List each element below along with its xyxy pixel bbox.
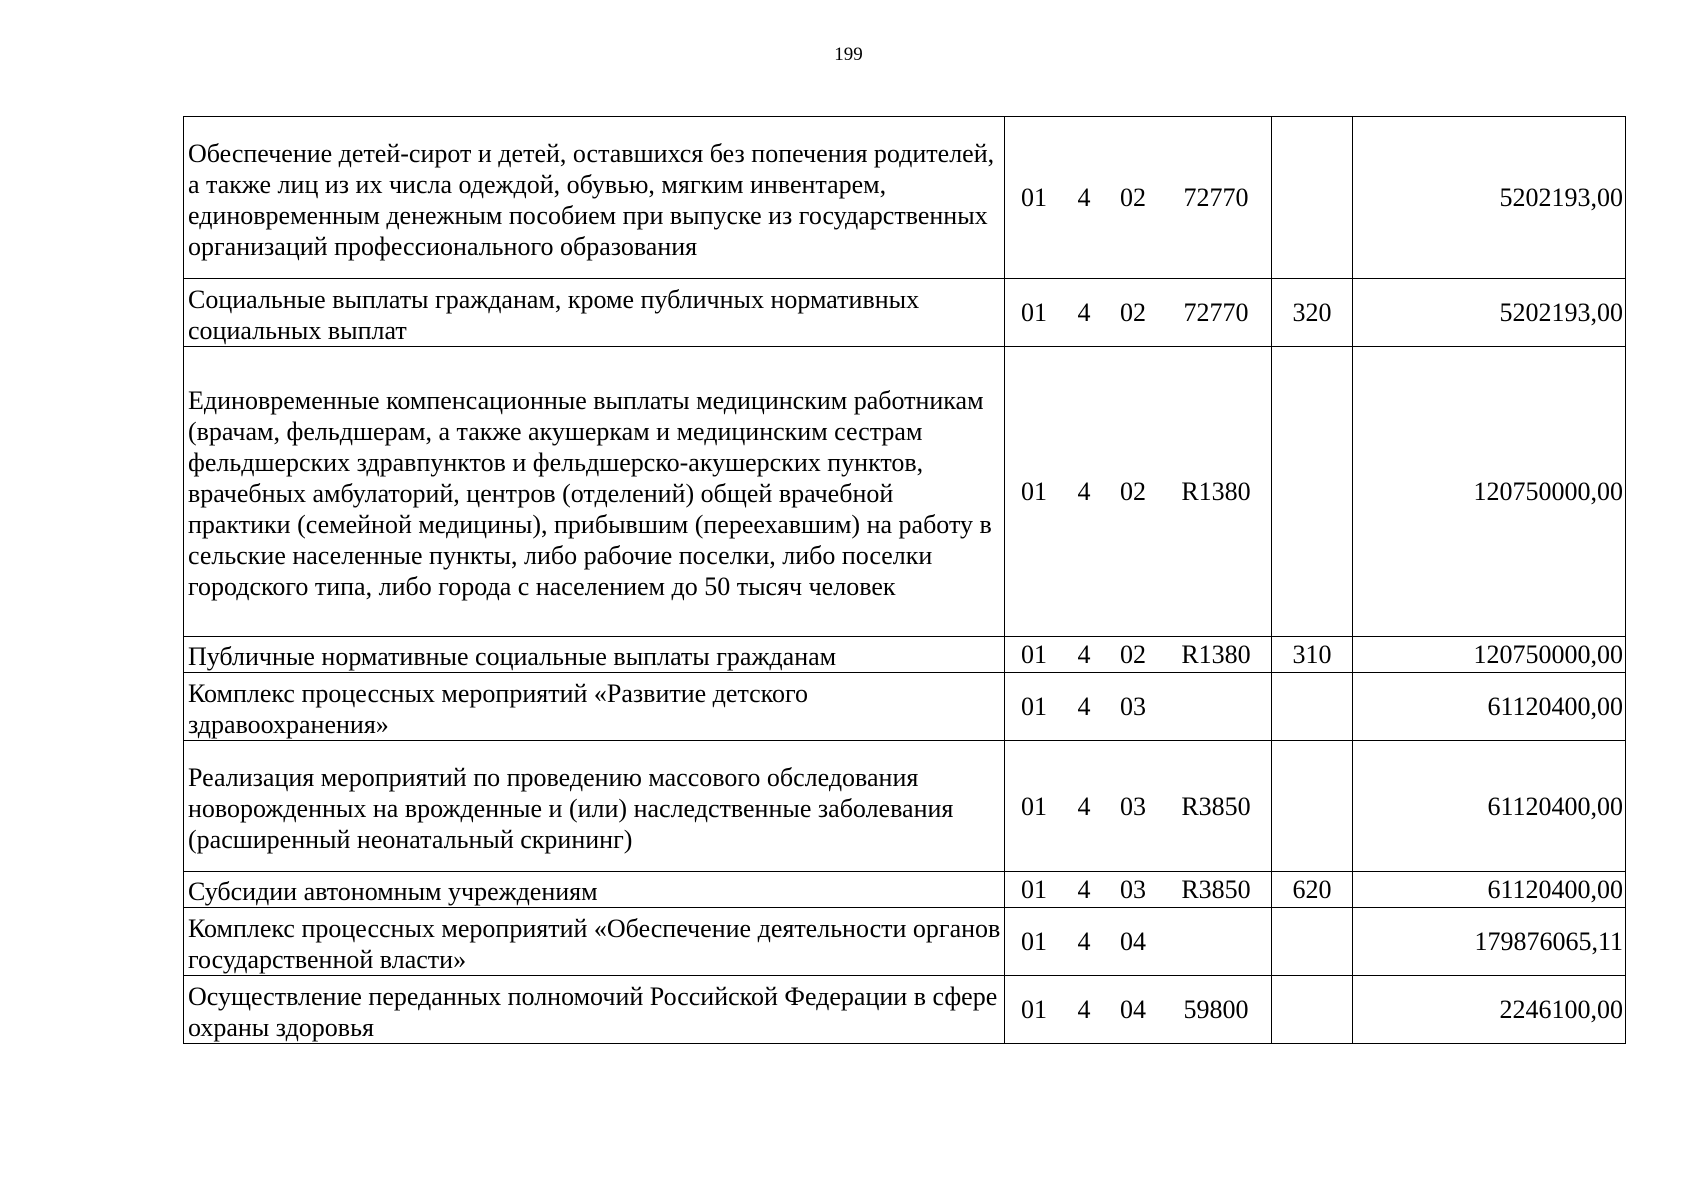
code-direction: 72770 <box>1183 183 1249 212</box>
code-parts <box>1005 874 1271 905</box>
row-name-cell: Комплекс процессных мероприятий «Развитие детского здравоохранения» <box>184 673 1005 741</box>
row-name-cell: Обеспечение детей-сирот и детей, оставшихся без попечения родителей, а также лиц из их числа одеждой, обувью, мягким инвентарем, единовременным денежным пособием при выпуске из государственных организаций профессионального образования <box>184 117 1005 279</box>
table-row <box>184 673 1626 741</box>
row-name-cell: Единовременные компенсационные выплаты медицинским работникам (врачам, фельдшерам, а также акушеркам и медицинским сестрам фельдшерских здравпунктов и фельдшерско-акушерских пунктов, врачебных амбулаторий, центров (отделений) общей врачебной практики (семейной медицины), прибывшим (переехавшим) на работу в сельские населенные пункты, либо рабочие поселки, либо поселки городского типа, либо города с населением до 50 тысяч человек <box>184 347 1005 637</box>
target-article-code-cell <box>1005 872 1272 908</box>
code-program: 01 <box>1021 640 1047 669</box>
code-subprogram: 4 <box>1077 791 1091 821</box>
row-name-cell: Комплекс процессных мероприятий «Обеспечение деятельности органов государственной власти» <box>184 908 1005 976</box>
code-direction: R3850 <box>1181 875 1251 904</box>
target-article-code-cell <box>1005 908 1272 976</box>
amount-cell: 5202193,00 <box>1353 117 1626 279</box>
code-parts <box>1005 476 1271 507</box>
code-program: 01 <box>1021 927 1047 956</box>
code-complex: 02 <box>1120 298 1146 327</box>
code-complex: 02 <box>1120 640 1146 669</box>
code-parts <box>1005 791 1271 822</box>
amount-cell: 2246100,00 <box>1353 976 1626 1044</box>
code-subprogram: 4 <box>1077 995 1091 1024</box>
table-row <box>184 117 1626 279</box>
code-direction: R1380 <box>1181 477 1251 506</box>
target-article-code-cell <box>1005 347 1272 637</box>
code-parts <box>1005 926 1271 957</box>
code-program: 01 <box>1021 995 1047 1024</box>
row-name-cell: Осуществление переданных полномочий Российской Федерации в сфере охраны здоровья <box>184 976 1005 1044</box>
row-name-cell: Публичные нормативные социальные выплаты гражданам <box>184 637 1005 673</box>
expense-type-cell: 310 <box>1272 637 1353 673</box>
code-direction: R1380 <box>1181 640 1251 669</box>
expense-type-cell <box>1272 347 1353 637</box>
code-complex: 03 <box>1120 875 1146 904</box>
target-article-code-cell <box>1005 741 1272 872</box>
code-parts <box>1005 994 1271 1025</box>
code-program: 01 <box>1021 298 1047 327</box>
amount-cell: 120750000,00 <box>1353 347 1626 637</box>
code-subprogram: 4 <box>1077 927 1091 956</box>
code-subprogram: 4 <box>1077 640 1091 669</box>
code-direction: R3850 <box>1181 791 1251 821</box>
amount-cell: 120750000,00 <box>1353 637 1626 673</box>
code-complex: 02 <box>1120 477 1146 506</box>
code-program: 01 <box>1021 183 1047 212</box>
table-row <box>184 741 1626 872</box>
amount-cell: 5202193,00 <box>1353 279 1626 347</box>
code-program: 01 <box>1021 791 1047 821</box>
code-subprogram: 4 <box>1077 477 1091 506</box>
table-row <box>184 637 1626 673</box>
budget-table <box>183 116 1626 1044</box>
table-row <box>184 872 1626 908</box>
code-complex: 03 <box>1120 692 1146 721</box>
code-program: 01 <box>1021 477 1047 506</box>
page-number: 199 <box>834 44 863 65</box>
code-subprogram: 4 <box>1077 875 1091 904</box>
code-parts <box>1005 182 1271 213</box>
expense-type-cell <box>1272 673 1353 741</box>
amount-cell: 61120400,00 <box>1353 673 1626 741</box>
amount-cell: 179876065,11 <box>1353 908 1626 976</box>
amount-cell: 61120400,00 <box>1353 872 1626 908</box>
expense-type-cell <box>1272 908 1353 976</box>
amount-cell: 61120400,00 <box>1353 741 1626 872</box>
code-direction: 72770 <box>1183 298 1249 327</box>
budget-table-body <box>184 117 1626 1044</box>
target-article-code-cell <box>1005 279 1272 347</box>
code-complex: 04 <box>1120 927 1146 956</box>
code-program: 01 <box>1021 875 1047 904</box>
code-subprogram: 4 <box>1077 692 1091 721</box>
code-complex: 04 <box>1120 995 1146 1024</box>
code-complex: 03 <box>1120 791 1146 821</box>
code-parts <box>1005 691 1271 722</box>
code-subprogram: 4 <box>1077 298 1091 327</box>
table-row <box>184 976 1626 1044</box>
table-row <box>184 347 1626 637</box>
code-program: 01 <box>1021 692 1047 721</box>
code-parts <box>1005 297 1271 328</box>
code-parts <box>1005 639 1271 670</box>
code-complex: 02 <box>1120 183 1146 212</box>
target-article-code-cell <box>1005 117 1272 279</box>
table-row <box>184 908 1626 976</box>
expense-type-cell: 320 <box>1272 279 1353 347</box>
expense-type-cell <box>1272 976 1353 1044</box>
row-name-cell: Реализация мероприятий по проведению массового обследования новорожденных на врожденные и (или) наследственные заболевания (расширенный неонатальный скрининг) <box>184 741 1005 872</box>
row-name-cell: Социальные выплаты гражданам, кроме публичных нормативных социальных выплат <box>184 279 1005 347</box>
code-subprogram: 4 <box>1077 183 1091 212</box>
table-row <box>184 279 1626 347</box>
expense-type-cell <box>1272 741 1353 872</box>
expense-type-cell <box>1272 117 1353 279</box>
target-article-code-cell <box>1005 673 1272 741</box>
target-article-code-cell <box>1005 637 1272 673</box>
row-name-cell: Субсидии автономным учреждениям <box>184 872 1005 908</box>
expense-type-cell: 620 <box>1272 872 1353 908</box>
target-article-code-cell <box>1005 976 1272 1044</box>
code-direction: 59800 <box>1183 995 1249 1024</box>
